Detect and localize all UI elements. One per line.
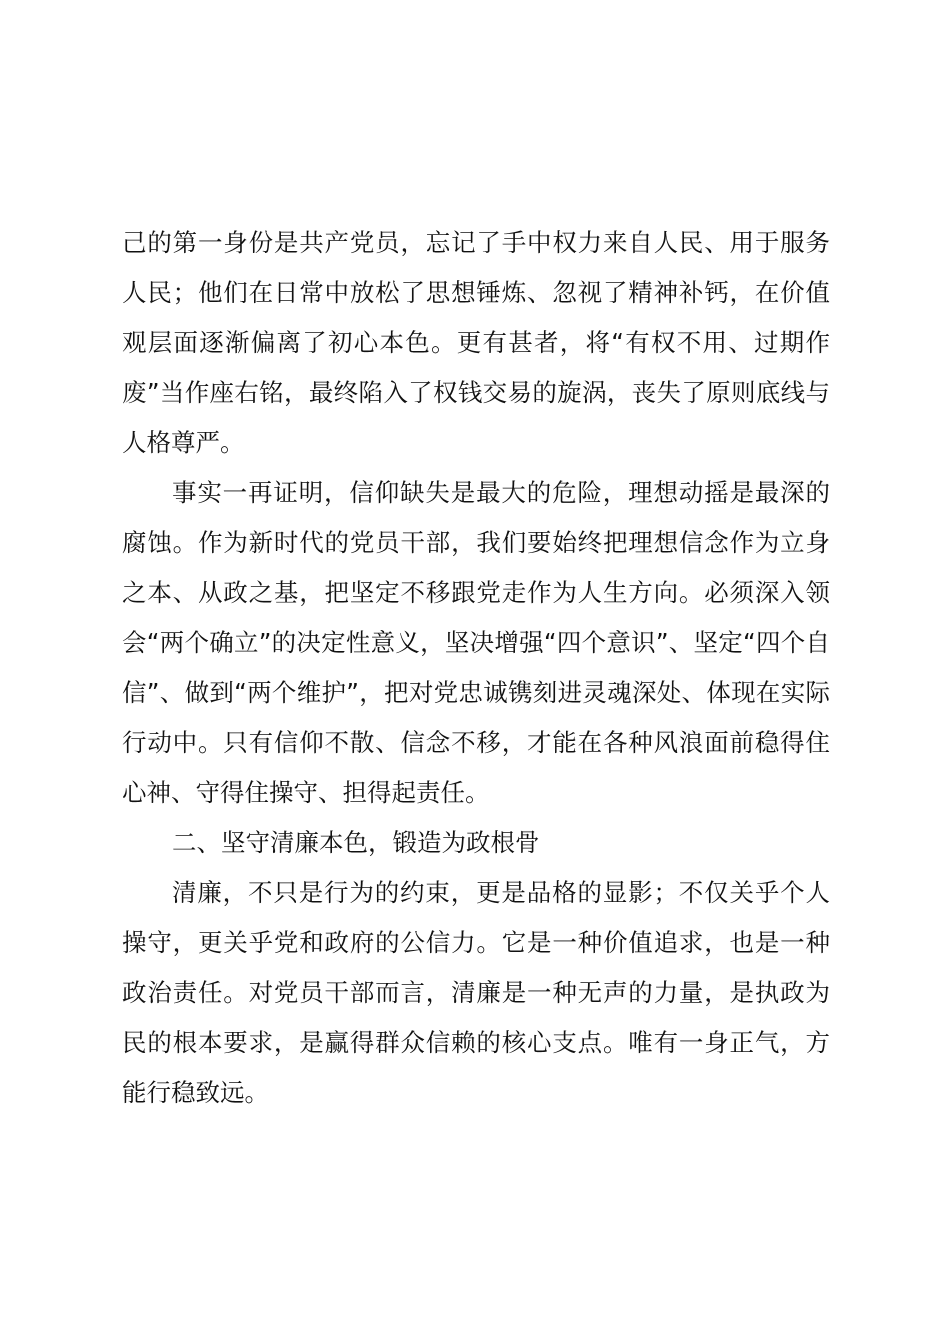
paragraph-faith: 事实一再证明，信仰缺失是最大的危险，理想动摇是最深的腐蚀。作为新时代的党员干部，我们要始终把理想信念作为立身之本、从政之基，把坚定不移跟党走作为人生方向。必须深入领会“两个确立”的决定性意义，坚决增强“四个意识”、坚定“四个自信”、做到“两个维护”，把对党忠诚镌刻进灵魂深处、体现在实际行动中。只有信仰不散、信念不移，才能在各种风浪面前稳得住心神、守得住操守、担得起责任。 (122, 478, 830, 807)
paragraph-integrity: 清廉，不只是行为的约束，更是品格的显影；不仅关乎个人操守，更关乎党和政府的公信力。它是一种价值追求，也是一种政治责任。对党员干部而言，清廉是一种无声的力量，是执政为民的根本要求，是赢得群众信赖的核心支点。唯有一身正气，方能行稳致远。 (122, 878, 830, 1107)
section-heading: 二、坚守清廉本色，锻造为政根骨 (172, 828, 540, 857)
document-body (122, 218, 830, 1118)
paragraph-continuation: 己的第一身份是共产党员，忘记了手中权力来自人民、用于服务人民；他们在日常中放松了思想锤炼、忽视了精神补钙，在价值观层面逐渐偏离了初心本色。更有甚者，将“有权不用、过期作废”当作座右铭，最终陷入了权钱交易的旋涡，丧失了原则底线与人格尊严。 (122, 228, 830, 457)
